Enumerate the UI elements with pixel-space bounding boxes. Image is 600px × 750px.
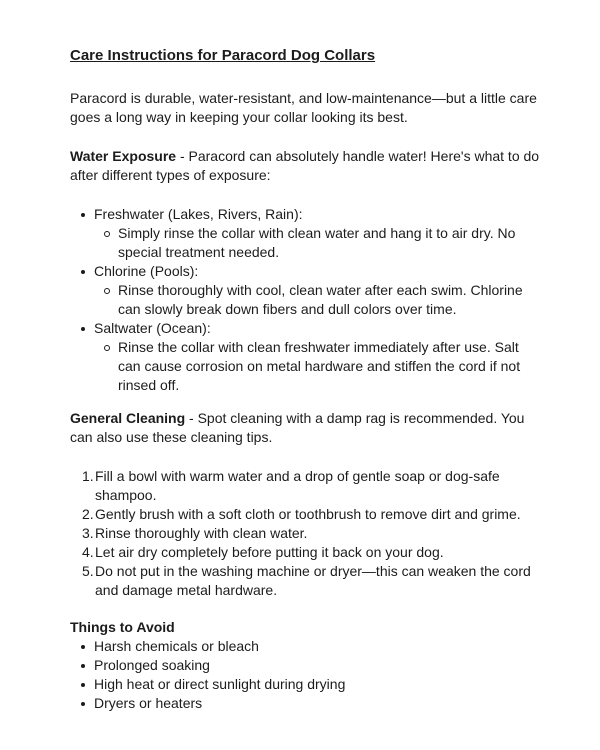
water-exposure-paragraph bbox=[70, 147, 542, 185]
water-exposure-text: - Paracord can absolutely handle water! Here's what to do after different types of exposure: bbox=[70, 148, 540, 183]
things-to-avoid-list bbox=[70, 637, 542, 713]
general-cleaning-label: General Cleaning bbox=[70, 410, 186, 426]
list-item-label: Freshwater (Lakes, Rivers, Rain): bbox=[94, 206, 303, 222]
cleaning-step: Fill a bowl with warm water and a drop of gentle soap or dog-safe shampoo. bbox=[95, 468, 500, 503]
list-subitem: Rinse thoroughly with cool, clean water after each swim. Chlorine can slowly break down fibers and dull colors over time. bbox=[104, 281, 542, 319]
list-subitem: Rinse the collar with clean freshwater immediately after use. Salt can cause corrosion on metal hardware and stiffen the cord if not rinsed off. bbox=[104, 338, 542, 395]
cleaning-step: Gently brush with a soft cloth or toothbrush to remove dirt and grime. bbox=[95, 506, 521, 522]
general-cleaning-text: - Spot cleaning with a damp rag is recommended. You can also use these cleaning tips. bbox=[70, 410, 525, 445]
list-item-label: Chlorine (Pools): bbox=[94, 263, 199, 279]
list-item-chlorine bbox=[80, 262, 542, 319]
page-title: Care Instructions for Paracord Dog Collars bbox=[70, 47, 376, 64]
sublist bbox=[94, 338, 542, 395]
avoid-item: High heat or direct sunlight during drying bbox=[80, 675, 542, 694]
list-item-freshwater bbox=[80, 205, 542, 262]
cleaning-step: Rinse thoroughly with clean water. bbox=[95, 525, 308, 541]
things-to-avoid-heading: Things to Avoid bbox=[70, 619, 175, 635]
cleaning-step: Let air dry completely before putting it back on your dog. bbox=[95, 544, 444, 560]
general-cleaning-paragraph bbox=[70, 409, 542, 447]
cleaning-step: Do not put in the washing machine or dryer—this can weaken the cord and damage metal hardware. bbox=[95, 563, 531, 598]
water-exposure-list bbox=[70, 205, 542, 395]
avoid-item: Harsh chemicals or bleach bbox=[80, 637, 542, 656]
intro-paragraph: Paracord is durable, water-resistant, and low-maintenance—but a little care goes a long way in keeping your collar looking its best. bbox=[70, 90, 537, 125]
water-exposure-label: Water Exposure bbox=[70, 148, 177, 164]
sublist bbox=[94, 281, 542, 319]
sublist bbox=[94, 224, 542, 262]
avoid-item: Prolonged soaking bbox=[80, 656, 542, 675]
list-item-label: Saltwater (Ocean): bbox=[94, 320, 211, 336]
list-item-saltwater bbox=[80, 319, 542, 395]
cleaning-steps-list bbox=[70, 467, 542, 600]
list-subitem: Simply rinse the collar with clean water and hang it to air dry. No special treatment needed. bbox=[104, 224, 542, 262]
avoid-item: Dryers or heaters bbox=[80, 694, 542, 713]
